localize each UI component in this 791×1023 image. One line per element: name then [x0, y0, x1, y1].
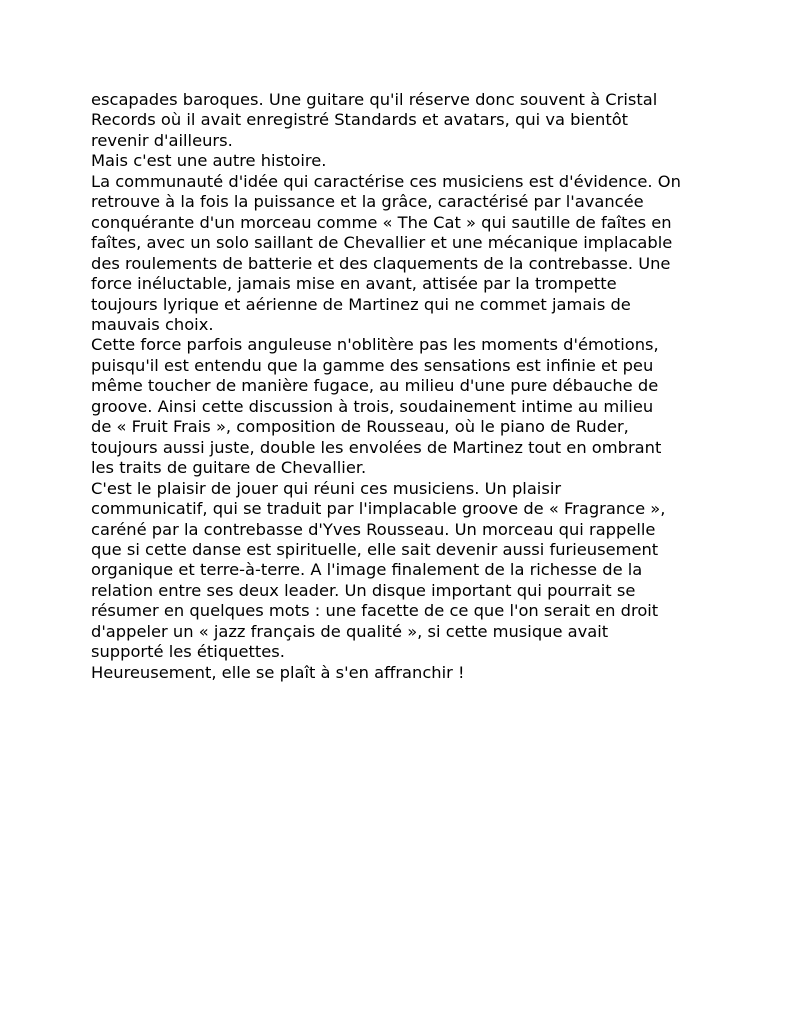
text-line: escapades baroques. Une guitare qu'il réserve donc souvent à Cristal [91, 90, 658, 109]
text-line: de « Fruit Frais », composition de Rousseau, où le piano de Ruder, [91, 417, 629, 437]
text-line: force inéluctable, jamais mise en avant, attisée par la trompette [91, 274, 617, 294]
text-line: La communauté d'idée qui caractérise ces musiciens est d'évidence. On [91, 171, 681, 191]
text-line: C'est le plaisir de jouer qui réuni ces musiciens. Un plaisir [91, 478, 562, 498]
text-line: que si cette danse est spirituelle, elle sait devenir aussi furieusement [91, 539, 659, 559]
text-line: Records où il avait enregistré Standards et avatars, qui va bientôt [91, 110, 629, 130]
text-line: toujours lyrique et aérienne de Martinez qui ne commet jamais de [91, 294, 631, 314]
text-line: conquérante d'un morceau comme « The Cat » qui sautille de faîtes en [91, 212, 672, 232]
text-line: groove. Ainsi cette discussion à trois, soudainement intime au milieu [91, 396, 654, 416]
text-line: mauvais choix. [91, 314, 214, 334]
text-line: revenir d'ailleurs. [91, 130, 233, 150]
text-line: communicatif, qui se traduit par l'implacable groove de « Fragrance », [91, 499, 666, 519]
text-line: caréné par la contrebasse d'Yves Rousseau. Un morceau qui rappelle [91, 519, 656, 539]
text-line: toujours aussi juste, double les envolées de Martinez tout en ombrant [91, 437, 662, 457]
text-line: organique et terre-à-terre. A l'image finalement de la richesse de la [91, 560, 643, 580]
text-line: Cette force parfois anguleuse n'oblitère pas les moments d'émotions, [91, 335, 659, 355]
text-line: même toucher de manière fugace, au milieu d'une pure débauche de [91, 376, 659, 396]
text-line: relation entre ses deux leader. Un disque important qui pourrait se [91, 580, 636, 600]
text-line: supporté les étiquettes. [91, 642, 285, 662]
text-line: résumer en quelques mots : une facette de ce que l'on serait en droit [91, 601, 659, 621]
text-line: Heureusement, elle se plaît à s'en affranchir ! [91, 662, 465, 682]
text-line: d'appeler un « jazz français de qualité », si cette musique avait [91, 621, 609, 641]
document-page [91, 90, 731, 683]
text-line: puisqu'il est entendu que la gamme des sensations est infinie et peu [91, 355, 654, 375]
text-line: les traits de guitare de Chevallier. [91, 458, 367, 478]
text-line: Mais c'est une autre histoire. [91, 151, 327, 171]
text-line: des roulements de batterie et des claquements de la contrebasse. Une [91, 253, 671, 273]
text-line: faîtes, avec un solo saillant de Chevallier et une mécanique implacable [91, 233, 673, 253]
text-line: retrouve à la fois la puissance et la grâce, caractérisé par l'avancée [91, 192, 644, 212]
